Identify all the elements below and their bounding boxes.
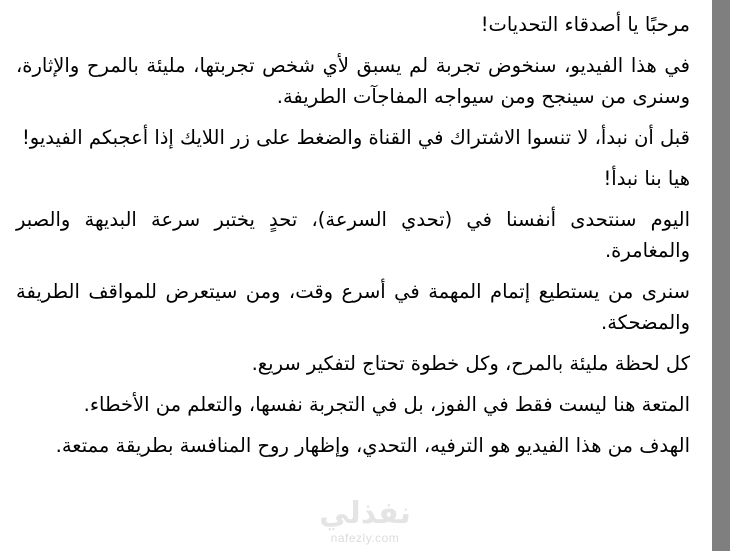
paragraph-goal: الهدف من هذا الفيديو هو الترفيه، التحدي، وإظهار روح المنافسة بطريقة ممتعة.: [55, 434, 690, 457]
paragraph-lets-start: هيا بنا نبدأ!: [603, 167, 690, 190]
paragraph-greeting: مرحبًا يا أصدقاء التحديات!: [480, 13, 690, 36]
paragraph-task: سنرى من يستطيع إتمام المهمة في أسرع وقت، ومن سيتعرض للمواقف الطريفة والمضحكة.: [16, 280, 690, 334]
nafezly-watermark-logo: [318, 497, 412, 551]
watermark-arabic: نفذلي: [319, 496, 411, 531]
document-body: [16, 9, 690, 471]
watermark-latin: nafezly.com: [330, 531, 400, 545]
scroll-gutter: [712, 0, 730, 551]
paragraph-intro: في هذا الفيديو، سنخوض تجربة لم يسبق لأي شخص تجربتها، مليئة بالمرح والإثارة، وسنرى من سينجح ومن سيواجه المفاجآت الطريفة.: [16, 54, 690, 108]
paragraph-fun: كل لحظة مليئة بالمرح، وكل خطوة تحتاج لتفكير سريع.: [251, 352, 690, 375]
paragraph-enjoyment: المتعة هنا ليست فقط في الفوز، بل في التجربة نفسها، والتعلم من الأخطاء.: [83, 393, 690, 416]
paragraph-subscribe: قبل أن نبدأ، لا تنسوا الاشتراك في القناة والضغط على زر اللايك إذا أعجبكم الفيديو!: [21, 126, 690, 149]
paragraph-challenge: اليوم سنتحدى أنفسنا في (تحدي السرعة)، تحدٍ يختبر سرعة البديهة والصبر والمغامرة.: [16, 208, 690, 262]
